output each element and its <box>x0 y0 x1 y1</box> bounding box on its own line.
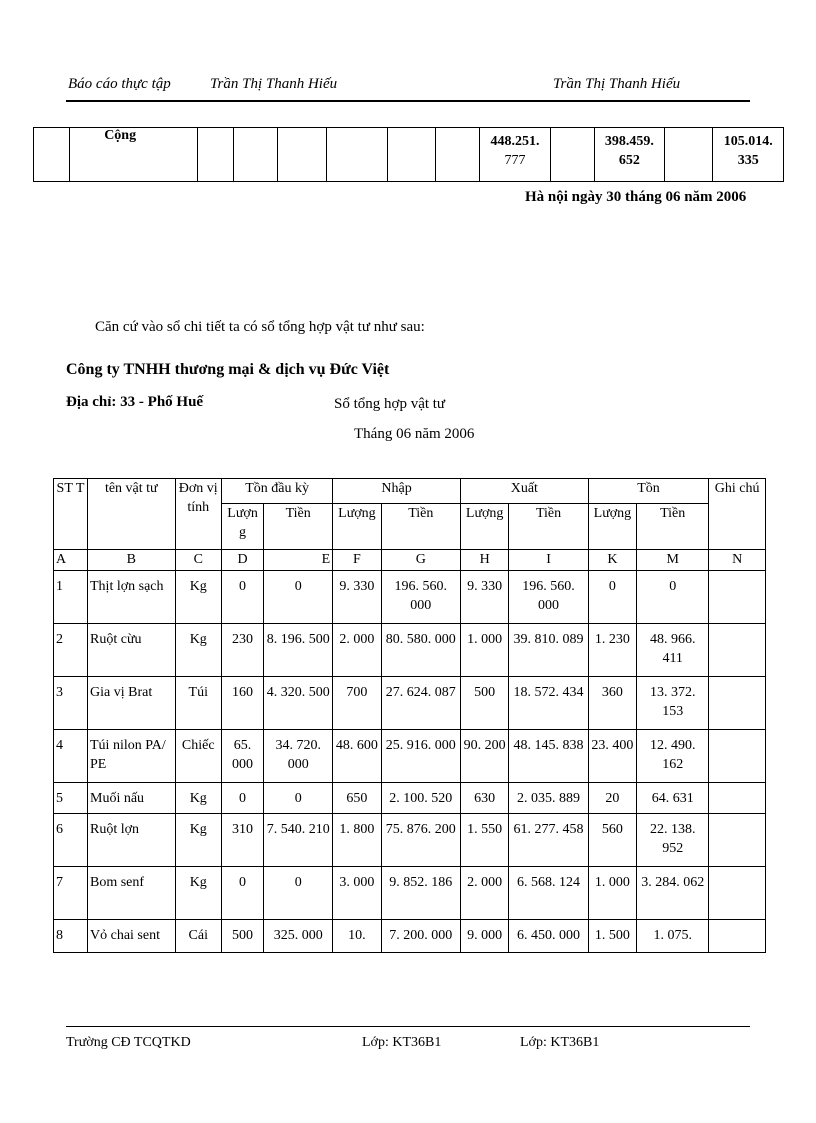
row-money-export: 48. 145. 838 <box>509 730 588 783</box>
row-money-opening: 7. 540. 210 <box>264 814 333 867</box>
row-qty-export: 9. 000 <box>460 920 508 953</box>
letter-cell: H <box>460 550 508 571</box>
row-money-closing: 12. 490. 162 <box>637 730 709 783</box>
row-unit: Chiếc <box>175 730 221 783</box>
row-money-opening: 34. 720. 000 <box>264 730 333 783</box>
table-row <box>54 677 766 730</box>
row-money-closing: 64. 631 <box>637 783 709 814</box>
row-qty-import: 650 <box>333 783 381 814</box>
letter-cell: K <box>588 550 636 571</box>
row-unit: Kg <box>175 624 221 677</box>
row-name: Vỏ chai sent <box>88 920 176 953</box>
row-qty-import: 3. 000 <box>333 867 381 920</box>
row-qty-closing: 1. 000 <box>588 867 636 920</box>
author-name: Trần Thị Thanh Hiếu <box>210 76 338 92</box>
row-money-opening: 8. 196. 500 <box>264 624 333 677</box>
row-qty-export: 1. 000 <box>460 624 508 677</box>
total-table <box>33 127 784 182</box>
row-money-import: 75. 876. 200 <box>381 814 460 867</box>
company-name: Công ty TNHH thương mại & dịch vụ Đức Việt <box>66 361 390 378</box>
row-money-import: 25. 916. 000 <box>381 730 460 783</box>
row-money-export: 196. 560. 000 <box>509 571 588 624</box>
row-note <box>709 677 766 730</box>
row-unit: Túi <box>175 677 221 730</box>
header-row <box>54 479 766 504</box>
row-money-closing: 48. 966. 411 <box>637 624 709 677</box>
table-row <box>54 730 766 783</box>
row-qty-export: 630 <box>460 783 508 814</box>
author-name-right: Trần Thị Thanh Hiếu <box>553 76 681 92</box>
row-money-closing: 0 <box>637 571 709 624</box>
row-money-closing: 22. 138. 952 <box>637 814 709 867</box>
intro-text: Căn cứ vào sổ chi tiết ta có sổ tổng hợp vật tư như sau: <box>95 319 425 335</box>
total-closing-amount: 105.014. 335 <box>713 128 784 182</box>
header-unit: Đơn vị tính <box>175 479 221 550</box>
header-note: Ghi chú <box>709 479 766 550</box>
row-money-export: 18. 572. 434 <box>509 677 588 730</box>
row-money-opening: 0 <box>264 783 333 814</box>
row-qty-opening: 310 <box>221 814 263 867</box>
row-qty-opening: 160 <box>221 677 263 730</box>
row-name: Bom senf <box>88 867 176 920</box>
row-qty-closing: 0 <box>588 571 636 624</box>
row-stt: 3 <box>54 677 88 730</box>
row-qty-export: 1. 550 <box>460 814 508 867</box>
row-money-closing: 13. 372. 153 <box>637 677 709 730</box>
header-money-closing: Tiền <box>637 504 709 550</box>
ledger-title: Sổ tổng hợp vật tư <box>334 396 446 412</box>
row-name: Gia vị Brat <box>88 677 176 730</box>
header-import: Nhập <box>333 479 461 504</box>
letter-cell: C <box>175 550 221 571</box>
row-unit: Cái <box>175 920 221 953</box>
row-money-opening: 0 <box>264 571 333 624</box>
row-stt: 7 <box>54 867 88 920</box>
ledger-body <box>54 571 766 953</box>
row-money-import: 196. 560. 000 <box>381 571 460 624</box>
row-money-opening: 0 <box>264 867 333 920</box>
header-rule <box>66 100 750 102</box>
row-qty-closing: 1. 230 <box>588 624 636 677</box>
row-qty-opening: 0 <box>221 571 263 624</box>
row-money-export: 6. 450. 000 <box>509 920 588 953</box>
row-qty-export: 500 <box>460 677 508 730</box>
letter-cell: B <box>88 550 176 571</box>
date-line: Hà nội ngày 30 tháng 06 năm 2006 <box>525 189 747 205</box>
header-money-export: Tiền <box>509 504 588 550</box>
header-name: tên vật tư <box>88 479 176 550</box>
row-qty-closing: 23. 400 <box>588 730 636 783</box>
row-qty-closing: 20 <box>588 783 636 814</box>
header-qty-export: Lượng <box>460 504 508 550</box>
row-qty-opening: 0 <box>221 783 263 814</box>
row-stt: 8 <box>54 920 88 953</box>
row-qty-opening: 0 <box>221 867 263 920</box>
header-money-opening: Tiền <box>264 504 333 550</box>
header-money-import: Tiền <box>381 504 460 550</box>
row-unit: Kg <box>175 867 221 920</box>
row-note <box>709 814 766 867</box>
row-note <box>709 920 766 953</box>
total-import-amount: 448.251. 777 <box>480 128 550 182</box>
table-row <box>54 624 766 677</box>
report-label: Báo cáo thực tập <box>68 76 171 92</box>
letter-cell: A <box>54 550 88 571</box>
row-name: Túi nilon PA/ PE <box>88 730 176 783</box>
row-money-closing: 3. 284. 062 <box>637 867 709 920</box>
row-note <box>709 571 766 624</box>
header-qty-import: Lượng <box>333 504 381 550</box>
row-stt: 6 <box>54 814 88 867</box>
row-qty-import: 2. 000 <box>333 624 381 677</box>
row-qty-import: 9. 330 <box>333 571 381 624</box>
row-qty-closing: 360 <box>588 677 636 730</box>
row-money-import: 7. 200. 000 <box>381 920 460 953</box>
table-row <box>54 867 766 920</box>
company-address: Địa chỉ: 33 - Phố Huế <box>66 394 204 410</box>
ledger-month: Tháng 06 năm 2006 <box>354 426 475 442</box>
header-qty-opening: Lượn g <box>221 504 263 550</box>
letter-cell: F <box>333 550 381 571</box>
table-row <box>54 783 766 814</box>
row-qty-closing: 560 <box>588 814 636 867</box>
row-qty-import: 10. <box>333 920 381 953</box>
letter-row <box>54 550 766 571</box>
table-row <box>54 920 766 953</box>
row-stt: 4 <box>54 730 88 783</box>
row-name: Ruột lợn <box>88 814 176 867</box>
table-row <box>54 814 766 867</box>
row-money-import: 2. 100. 520 <box>381 783 460 814</box>
row-unit: Kg <box>175 783 221 814</box>
footer-class-right: Lớp: KT36B1 <box>520 1035 600 1050</box>
header-qty-closing: Lượng <box>588 504 636 550</box>
row-name: Ruột cừu <box>88 624 176 677</box>
letter-cell: D <box>221 550 263 571</box>
row-money-export: 2. 035. 889 <box>509 783 588 814</box>
row-stt: 5 <box>54 783 88 814</box>
row-unit: Kg <box>175 814 221 867</box>
row-qty-closing: 1. 500 <box>588 920 636 953</box>
row-name: Thịt lợn sạch <box>88 571 176 624</box>
row-note <box>709 730 766 783</box>
letter-cell: I <box>509 550 588 571</box>
row-note <box>709 867 766 920</box>
row-qty-export: 90. 200 <box>460 730 508 783</box>
letter-cell: G <box>381 550 460 571</box>
header-opening: Tồn đầu kỳ <box>221 479 332 504</box>
total-label: Cộng <box>70 128 198 182</box>
ledger-table <box>53 478 766 953</box>
row-unit: Kg <box>175 571 221 624</box>
letter-cell: N <box>709 550 766 571</box>
row-money-import: 80. 580. 000 <box>381 624 460 677</box>
row-note <box>709 783 766 814</box>
row-money-import: 27. 624. 087 <box>381 677 460 730</box>
row-money-export: 6. 568. 124 <box>509 867 588 920</box>
footer-rule <box>66 1026 750 1027</box>
total-row <box>34 128 784 182</box>
footer-class: Lớp: KT36B1 <box>362 1035 442 1050</box>
row-stt: 1 <box>54 571 88 624</box>
row-qty-import: 1. 800 <box>333 814 381 867</box>
row-qty-import: 700 <box>333 677 381 730</box>
header-export: Xuất <box>460 479 588 504</box>
row-qty-import: 48. 600 <box>333 730 381 783</box>
row-qty-opening: 500 <box>221 920 263 953</box>
total-export-amount: 398.459. 652 <box>594 128 664 182</box>
row-money-import: 9. 852. 186 <box>381 867 460 920</box>
row-note <box>709 624 766 677</box>
row-money-export: 61. 277. 458 <box>509 814 588 867</box>
letter-cell: M <box>637 550 709 571</box>
row-money-export: 39. 810. 089 <box>509 624 588 677</box>
row-qty-opening: 230 <box>221 624 263 677</box>
header-stt: ST T <box>54 479 88 550</box>
row-name: Muối nấu <box>88 783 176 814</box>
row-money-closing: 1. 075. <box>637 920 709 953</box>
footer-school: Trường CĐ TCQTKD <box>66 1035 191 1050</box>
row-qty-opening: 65. 000 <box>221 730 263 783</box>
row-money-opening: 4. 320. 500 <box>264 677 333 730</box>
row-stt: 2 <box>54 624 88 677</box>
row-qty-export: 2. 000 <box>460 867 508 920</box>
row-money-opening: 325. 000 <box>264 920 333 953</box>
letter-cell: E <box>264 550 333 571</box>
row-qty-export: 9. 330 <box>460 571 508 624</box>
table-row <box>54 571 766 624</box>
header-closing: Tồn <box>588 479 709 504</box>
